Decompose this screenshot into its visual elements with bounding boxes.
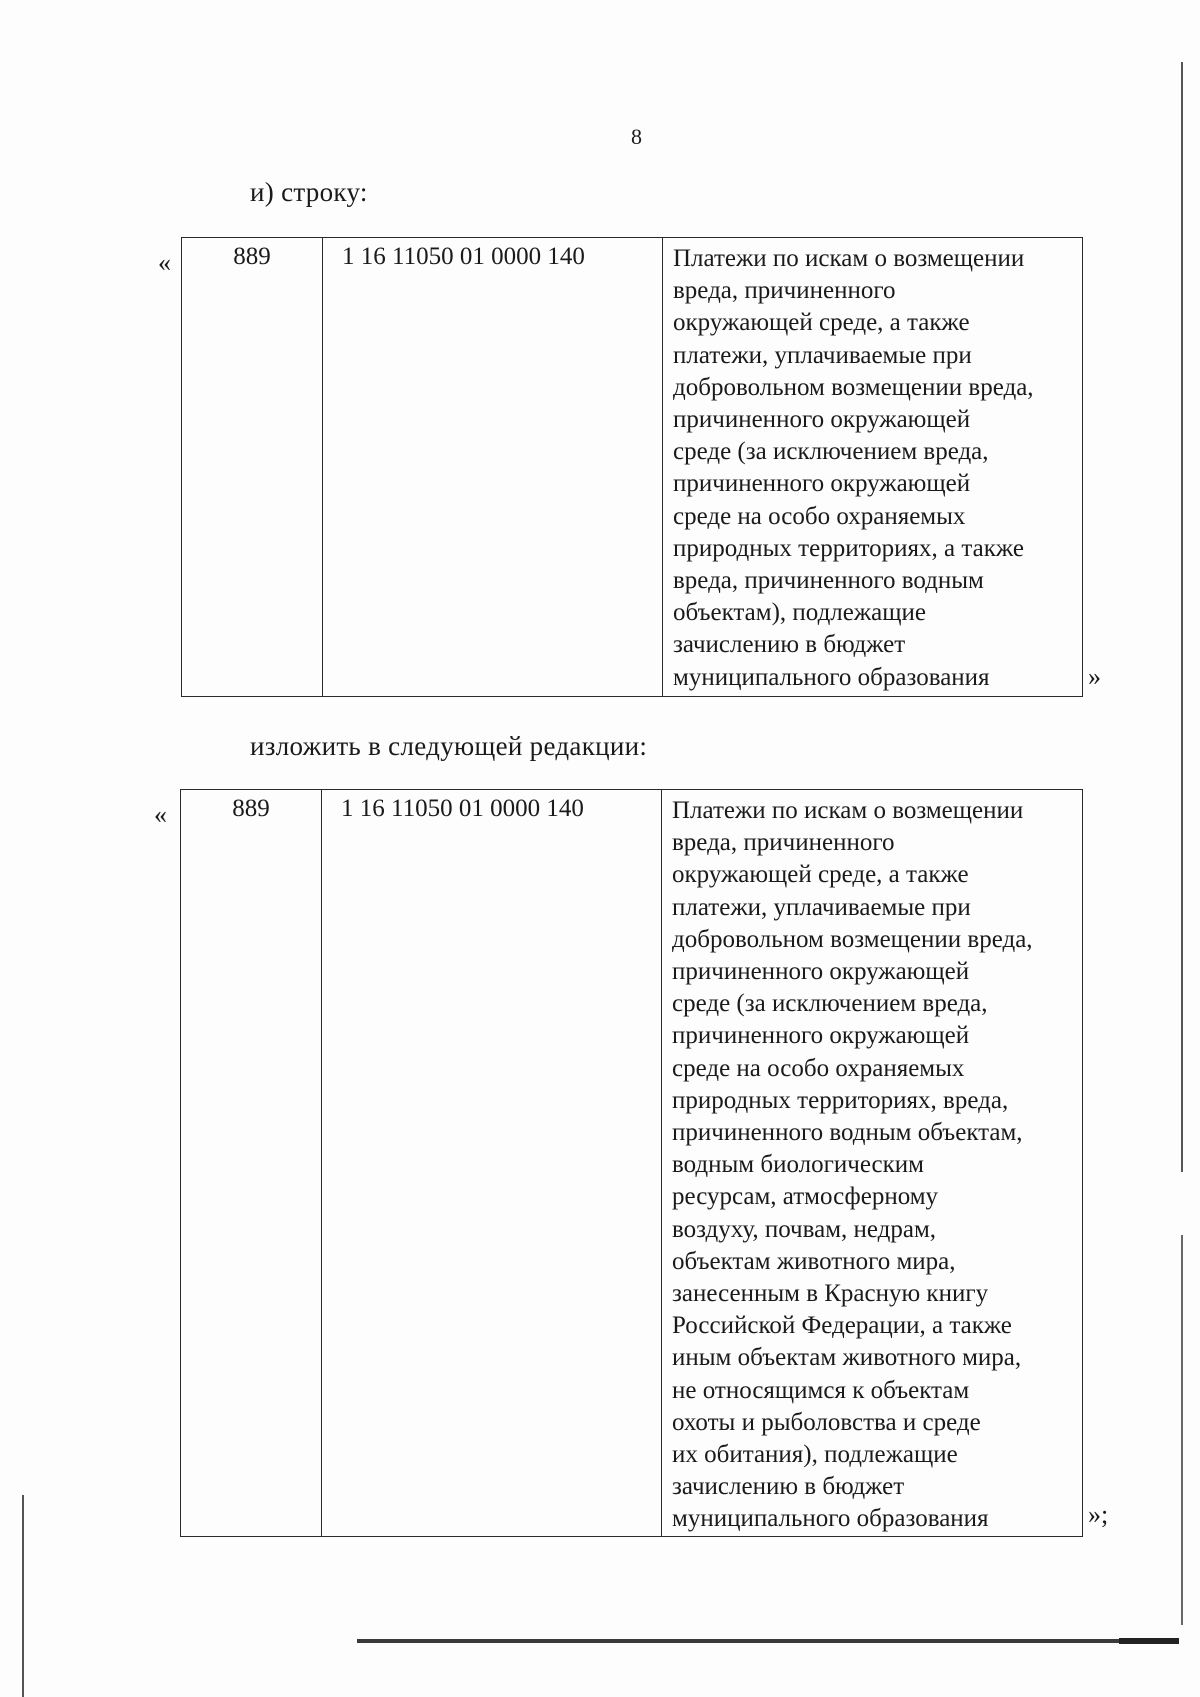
old-row-table [181,237,1083,697]
bottom-rule-divider [357,1639,1179,1643]
new-row-kbk-code: 1 16 11050 01 0000 140 [322,790,662,1537]
new-row-table [180,789,1083,1537]
new-row-admin-code: 889 [181,790,322,1537]
close-quote-new-row: »; [1088,1500,1109,1529]
new-row-description: Платежи по искам о возмещении вреда, причиненного окружающей среде, а также платежи, уплачиваемые при добровольном возмещении вреда, причиненного окружающей среде (за исключением вреда, причиненного окружающей среде на особо охраняемых природных территориях, вреда, причиненного водным объектам, водным биологическим ресурсам, атмосферному воздуху, почвам, недрам, объектам животного мира, занесенным в Красную книгу Российской Федерации, а также иным объектам животного мира, не относящимся к объектам охоты и рыболовства и среде их обитания), подлежащие зачислению в бюджет муниципального образования [662,790,1083,1537]
table-row [181,790,1083,1537]
page-number: 8 [631,124,642,149]
scan-edge-line [22,1495,24,1697]
scan-edge-line [1181,1235,1183,1625]
old-row-kbk-code: 1 16 11050 01 0000 140 [323,238,663,697]
close-quote-old-row: » [1088,662,1101,691]
open-quote-new-row: « [154,800,167,829]
old-row-admin-code: 889 [182,238,323,697]
heading-new-row: изложить в следующей редакции: [250,731,648,761]
heading-old-row: и) строку: [250,177,368,207]
open-quote-old-row: « [158,248,171,277]
table-row [182,238,1083,697]
scan-edge-line [1181,62,1183,1172]
old-row-description: Платежи по искам о возмещении вреда, причиненного окружающей среде, а также платежи, уплачиваемые при добровольном возмещении вреда, причиненного окружающей среде (за исключением вреда, причиненного окружающей среде на особо охраняемых природных территориях, а также вреда, причиненного водным объектам), подлежащие зачислению в бюджет муниципального образования [663,238,1083,697]
